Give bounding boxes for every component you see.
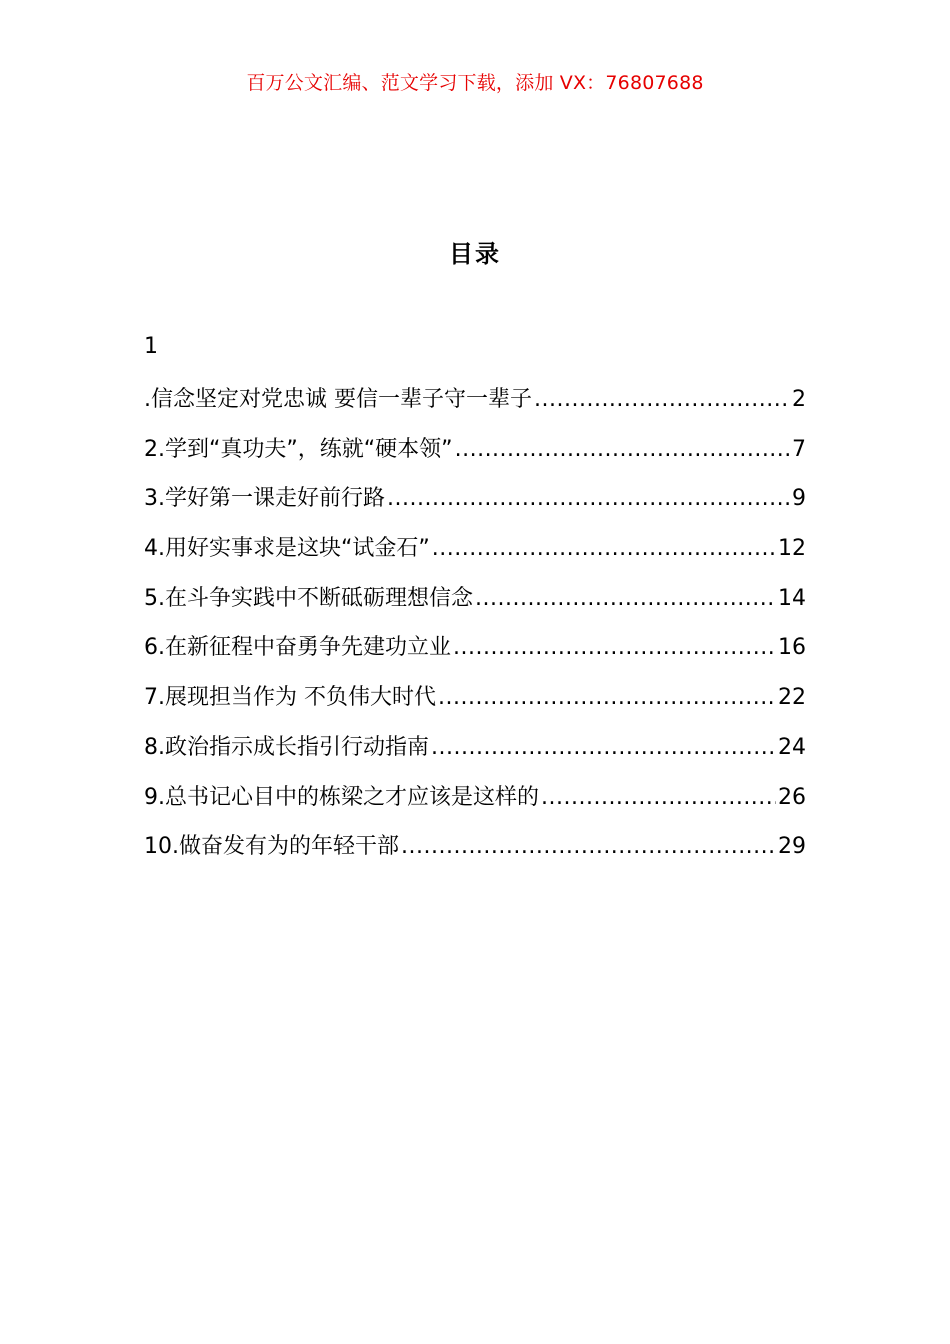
toc-entry[interactable] — [144, 531, 806, 581]
toc-title: 目录 — [449, 240, 501, 268]
toc-entry[interactable] — [144, 432, 806, 482]
toc-entry-title: 8.政治指示成长指引行动指南 — [144, 734, 429, 760]
toc-dot-leader — [475, 586, 776, 611]
toc-entry-page: 12 — [778, 536, 806, 562]
toc-entry-title: 4.用好实事求是这块“试金石” — [144, 536, 430, 562]
toc-dot-leader — [455, 437, 790, 462]
toc-entry[interactable] — [144, 481, 806, 531]
toc-dot-leader — [541, 785, 776, 810]
toc-entry-page: 14 — [778, 585, 806, 611]
toc-dot-leader — [431, 735, 776, 760]
toc-entry-page: 9 — [792, 486, 806, 512]
toc-list — [144, 382, 806, 879]
toc-entry-title: 10.做奋发有为的年轻干部 — [144, 834, 399, 860]
toc-entry-page: 7 — [792, 436, 806, 462]
toc-entry-title: 5.在斗争实践中不断砥砺理想信念 — [144, 585, 473, 611]
toc-entry-title: 2.学到“真功夫”，练就“硬本领” — [144, 436, 453, 462]
toc-dot-leader — [432, 536, 776, 561]
toc-entry[interactable] — [144, 730, 806, 780]
toc-entry-title: 3.学好第一课走好前行路 — [144, 486, 385, 512]
toc-entry-title: 7.展现担当作为 不负伟大时代 — [144, 685, 436, 711]
toc-entry[interactable] — [144, 829, 806, 879]
toc-entry[interactable] — [144, 382, 806, 432]
toc-dot-leader — [401, 834, 776, 859]
toc-entry-title: 9.总书记心目中的栋梁之才应该是这样的 — [144, 784, 539, 810]
toc-entry[interactable] — [144, 630, 806, 680]
toc-dot-leader — [453, 635, 776, 660]
toc-entry[interactable] — [144, 680, 806, 730]
toc-entry-page: 22 — [778, 685, 806, 711]
toc-entry-page: 26 — [778, 784, 806, 810]
toc-dot-leader — [387, 486, 790, 511]
toc-entry[interactable] — [144, 581, 806, 631]
toc-entry[interactable] — [144, 780, 806, 830]
toc-dot-leader — [534, 387, 790, 412]
toc-entry-title: 6.在新征程中奋勇争先建功立业 — [144, 635, 451, 661]
toc-entry-page: 29 — [778, 834, 806, 860]
toc-entry-title: .信念坚定对党忠诚 要信一辈子守一辈子 — [144, 387, 532, 412]
toc-lead-number: 1 — [144, 334, 158, 359]
toc-entry-page: 2 — [792, 387, 806, 412]
toc-dot-leader — [438, 685, 776, 710]
toc-entry-page: 24 — [778, 734, 806, 760]
header-note: 百万公文汇编、范文学习下载，添加 VX：76807688 — [246, 72, 704, 94]
toc-entry-page: 16 — [778, 635, 806, 661]
